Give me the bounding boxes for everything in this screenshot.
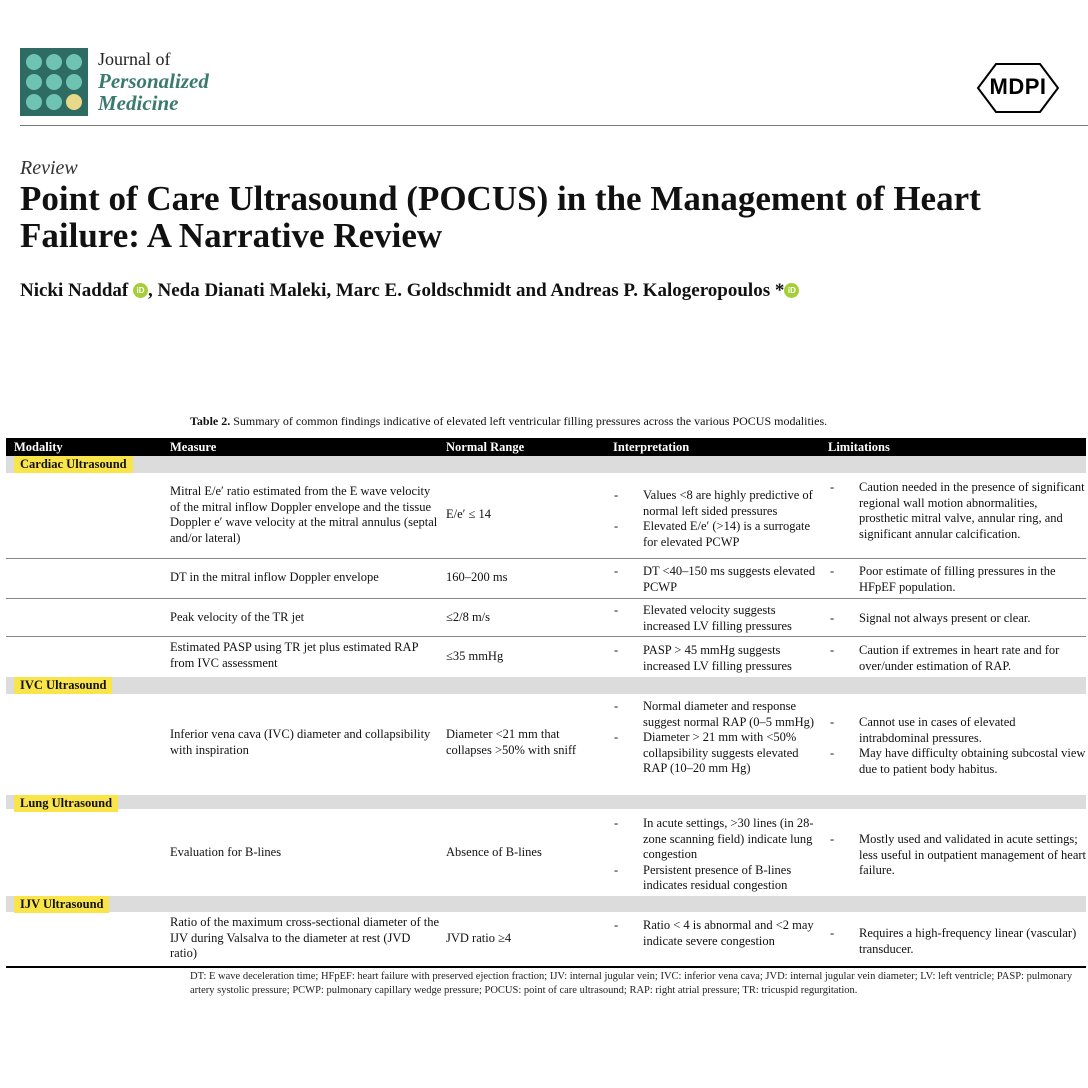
section-label: IJV Ultrasound xyxy=(14,896,109,913)
cell-interpretation xyxy=(614,699,824,777)
table-header xyxy=(6,438,1086,456)
interpretation-item: - DT <40–150 ms suggests elevated PCWP xyxy=(614,564,824,595)
cell-interpretation xyxy=(614,488,824,550)
cell-limitations xyxy=(830,926,1086,957)
cell-limitations xyxy=(830,643,1086,674)
cell-limitations xyxy=(830,715,1086,777)
cell-measure: Inferior vena cava (IVC) diameter and collapsibility with inspiration xyxy=(170,727,431,757)
logo-dot xyxy=(26,54,42,70)
section-label: IVC Ultrasound xyxy=(14,677,112,694)
section-row-lung xyxy=(6,795,1086,809)
cell-normal-range: E/e′ ≤ 14 xyxy=(446,507,492,521)
logo-dot xyxy=(26,74,42,90)
cell-interpretation xyxy=(614,603,824,634)
header-measure: Measure xyxy=(170,440,217,454)
journal-logo xyxy=(20,48,88,116)
table-row xyxy=(6,637,1086,677)
cell-normal-range: ≤2/8 m/s xyxy=(446,610,491,624)
header-modality: Modality xyxy=(14,440,63,454)
logo-dot xyxy=(66,94,82,110)
table-row xyxy=(6,809,1086,896)
logo-dot xyxy=(26,94,42,110)
cell-interpretation xyxy=(614,643,824,674)
section-label: Lung Ultrasound xyxy=(14,795,118,812)
logo-dot xyxy=(46,94,62,110)
table-caption xyxy=(190,414,827,429)
cell-limitations xyxy=(830,832,1086,879)
section-row-ivc xyxy=(6,677,1086,694)
limitation-item: - Poor estimate of filling pressures in the HFpEF population. xyxy=(830,564,1086,595)
table-caption-text: Summary of common findings indicative of elevated left ventricular filling pressures across the various POCUS modalities. xyxy=(233,414,828,428)
interpretation-item: - In acute settings, >30 lines (in 28-zone scanning field) indicate lung congestion xyxy=(614,816,824,863)
author-rest: , Neda Dianati Maleki, Marc E. Goldschmidt and Andreas P. Kalogeropoulos * xyxy=(147,280,785,301)
cell-interpretation xyxy=(614,816,824,894)
cell-measure: Evaluation for B-lines xyxy=(170,845,282,859)
interpretation-item: - Persistent presence of B-lines indicates residual congestion xyxy=(614,863,824,894)
table-footnote: DT: E wave deceleration time; HFpEF: heart failure with preserved ejection fraction; IJV: internal jugular vein; IVC: inferior vena cava; JVD: internal jugular vein diameter; LV: left ventricle; PASP: pulmonary artery systolic pressure; PCWP: pulmonary capillary wedge pressure; POCUS: point of care ultrasound; RAP: right atrial pressure; TR: tricuspid regurgitation. xyxy=(190,971,1073,996)
section-row-ijv xyxy=(6,896,1086,912)
journal-name-line2: Personalized xyxy=(98,69,209,93)
header-divider xyxy=(20,125,1088,126)
section-row-cardiac xyxy=(6,456,1086,473)
header-normal-range: Normal Range xyxy=(446,440,525,454)
header-interpretation: Interpretation xyxy=(613,440,690,454)
interpretation-item: - Elevated E/e′ (>14) is a surrogate for elevated PCWP xyxy=(614,519,824,550)
table-row xyxy=(6,559,1086,599)
section-label: Cardiac Ultrasound xyxy=(14,456,133,473)
interpretation-item: - Diameter > 21 mm with <50% collapsibility suggests elevated RAP (10–20 mm Hg) xyxy=(614,730,824,777)
author-first: Nicki Naddaf xyxy=(20,280,129,301)
interpretation-item: - PASP > 45 mmHg suggests increased LV filling pressures xyxy=(614,643,824,674)
cell-limitations xyxy=(830,611,1086,627)
table-row xyxy=(6,912,1086,966)
cell-normal-range: 160–200 ms xyxy=(446,570,508,584)
cell-limitations xyxy=(830,480,1086,542)
interpretation-item: - Ratio < 4 is abnormal and <2 may indicate severe congestion xyxy=(614,918,824,949)
table-caption-label: Table 2. xyxy=(190,414,231,428)
cell-measure: Peak velocity of the TR jet xyxy=(170,610,305,624)
publisher-name: MDPI xyxy=(989,74,1047,99)
cell-limitations xyxy=(830,564,1086,595)
cell-normal-range: ≤35 mmHg xyxy=(446,649,504,663)
article-type: Review xyxy=(20,157,78,179)
logo-dot xyxy=(46,54,62,70)
limitation-item: - May have difficulty obtaining subcostal view due to patient body habitus. xyxy=(830,746,1086,777)
author-list xyxy=(20,280,799,302)
cell-measure: Mitral E/e′ ratio estimated from the E wave velocity of the mitral inflow Doppler envelope and the tissue Doppler e′ wave velocity at the mitral annulus (septal and/or lateral) xyxy=(170,484,438,545)
logo-dot xyxy=(66,54,82,70)
cell-normal-range: Absence of B-lines xyxy=(446,845,542,859)
interpretation-item: - Values <8 are highly predictive of normal left sided pressures xyxy=(614,488,824,519)
interpretation-item: - Normal diameter and response suggest normal RAP (0–5 mmHg) xyxy=(614,699,824,730)
orcid-icon[interactable]: iD xyxy=(133,283,148,298)
cell-measure: Ratio of the maximum cross-sectional diameter of the IJV during Valsalva to the diameter at rest (JVD ratio) xyxy=(170,915,440,960)
table-row xyxy=(6,694,1086,795)
header-limitations: Limitations xyxy=(828,440,890,454)
limitation-item: - Signal not always present or clear. xyxy=(830,611,1086,627)
limitation-item: - Requires a high-frequency linear (vascular) transducer. xyxy=(830,926,1086,957)
limitation-item: - Caution needed in the presence of significant regional wall motion abnormalities, prosthetic mitral valve, annular ring, and significant annular calcification. xyxy=(830,480,1086,542)
table-row xyxy=(6,473,1086,559)
journal-name-line1: Journal of xyxy=(98,49,171,69)
cell-normal-range: Diameter <21 mm that collapses >50% with sniff xyxy=(446,727,577,757)
limitation-item: - Mostly used and validated in acute settings; less useful in outpatient management of heart failure. xyxy=(830,832,1086,879)
cell-interpretation xyxy=(614,564,824,595)
table-bottom-rule xyxy=(6,966,1086,968)
cell-measure: Estimated PASP using TR jet plus estimated RAP from IVC assessment xyxy=(170,640,419,670)
logo-dot xyxy=(46,74,62,90)
journal-name xyxy=(98,48,209,114)
interpretation-item: - Elevated velocity suggests increased LV filling pressures xyxy=(614,603,824,634)
publisher-logo xyxy=(976,62,1060,114)
cell-interpretation xyxy=(614,918,824,949)
journal-name-line3: Medicine xyxy=(98,91,179,115)
limitation-item: - Cannot use in cases of elevated intrabdominal pressures. xyxy=(830,715,1086,746)
cell-normal-range: JVD ratio ≥4 xyxy=(446,931,512,945)
logo-dot xyxy=(66,74,82,90)
cell-measure: DT in the mitral inflow Doppler envelope xyxy=(170,570,379,584)
article-title: Point of Care Ultrasound (POCUS) in the Management of Heart Failure: A Narrative Review xyxy=(20,179,981,255)
orcid-icon[interactable]: iD xyxy=(784,283,799,298)
table-row xyxy=(6,599,1086,637)
limitation-item: - Caution if extremes in heart rate and for over/under estimation of RAP. xyxy=(830,643,1086,674)
